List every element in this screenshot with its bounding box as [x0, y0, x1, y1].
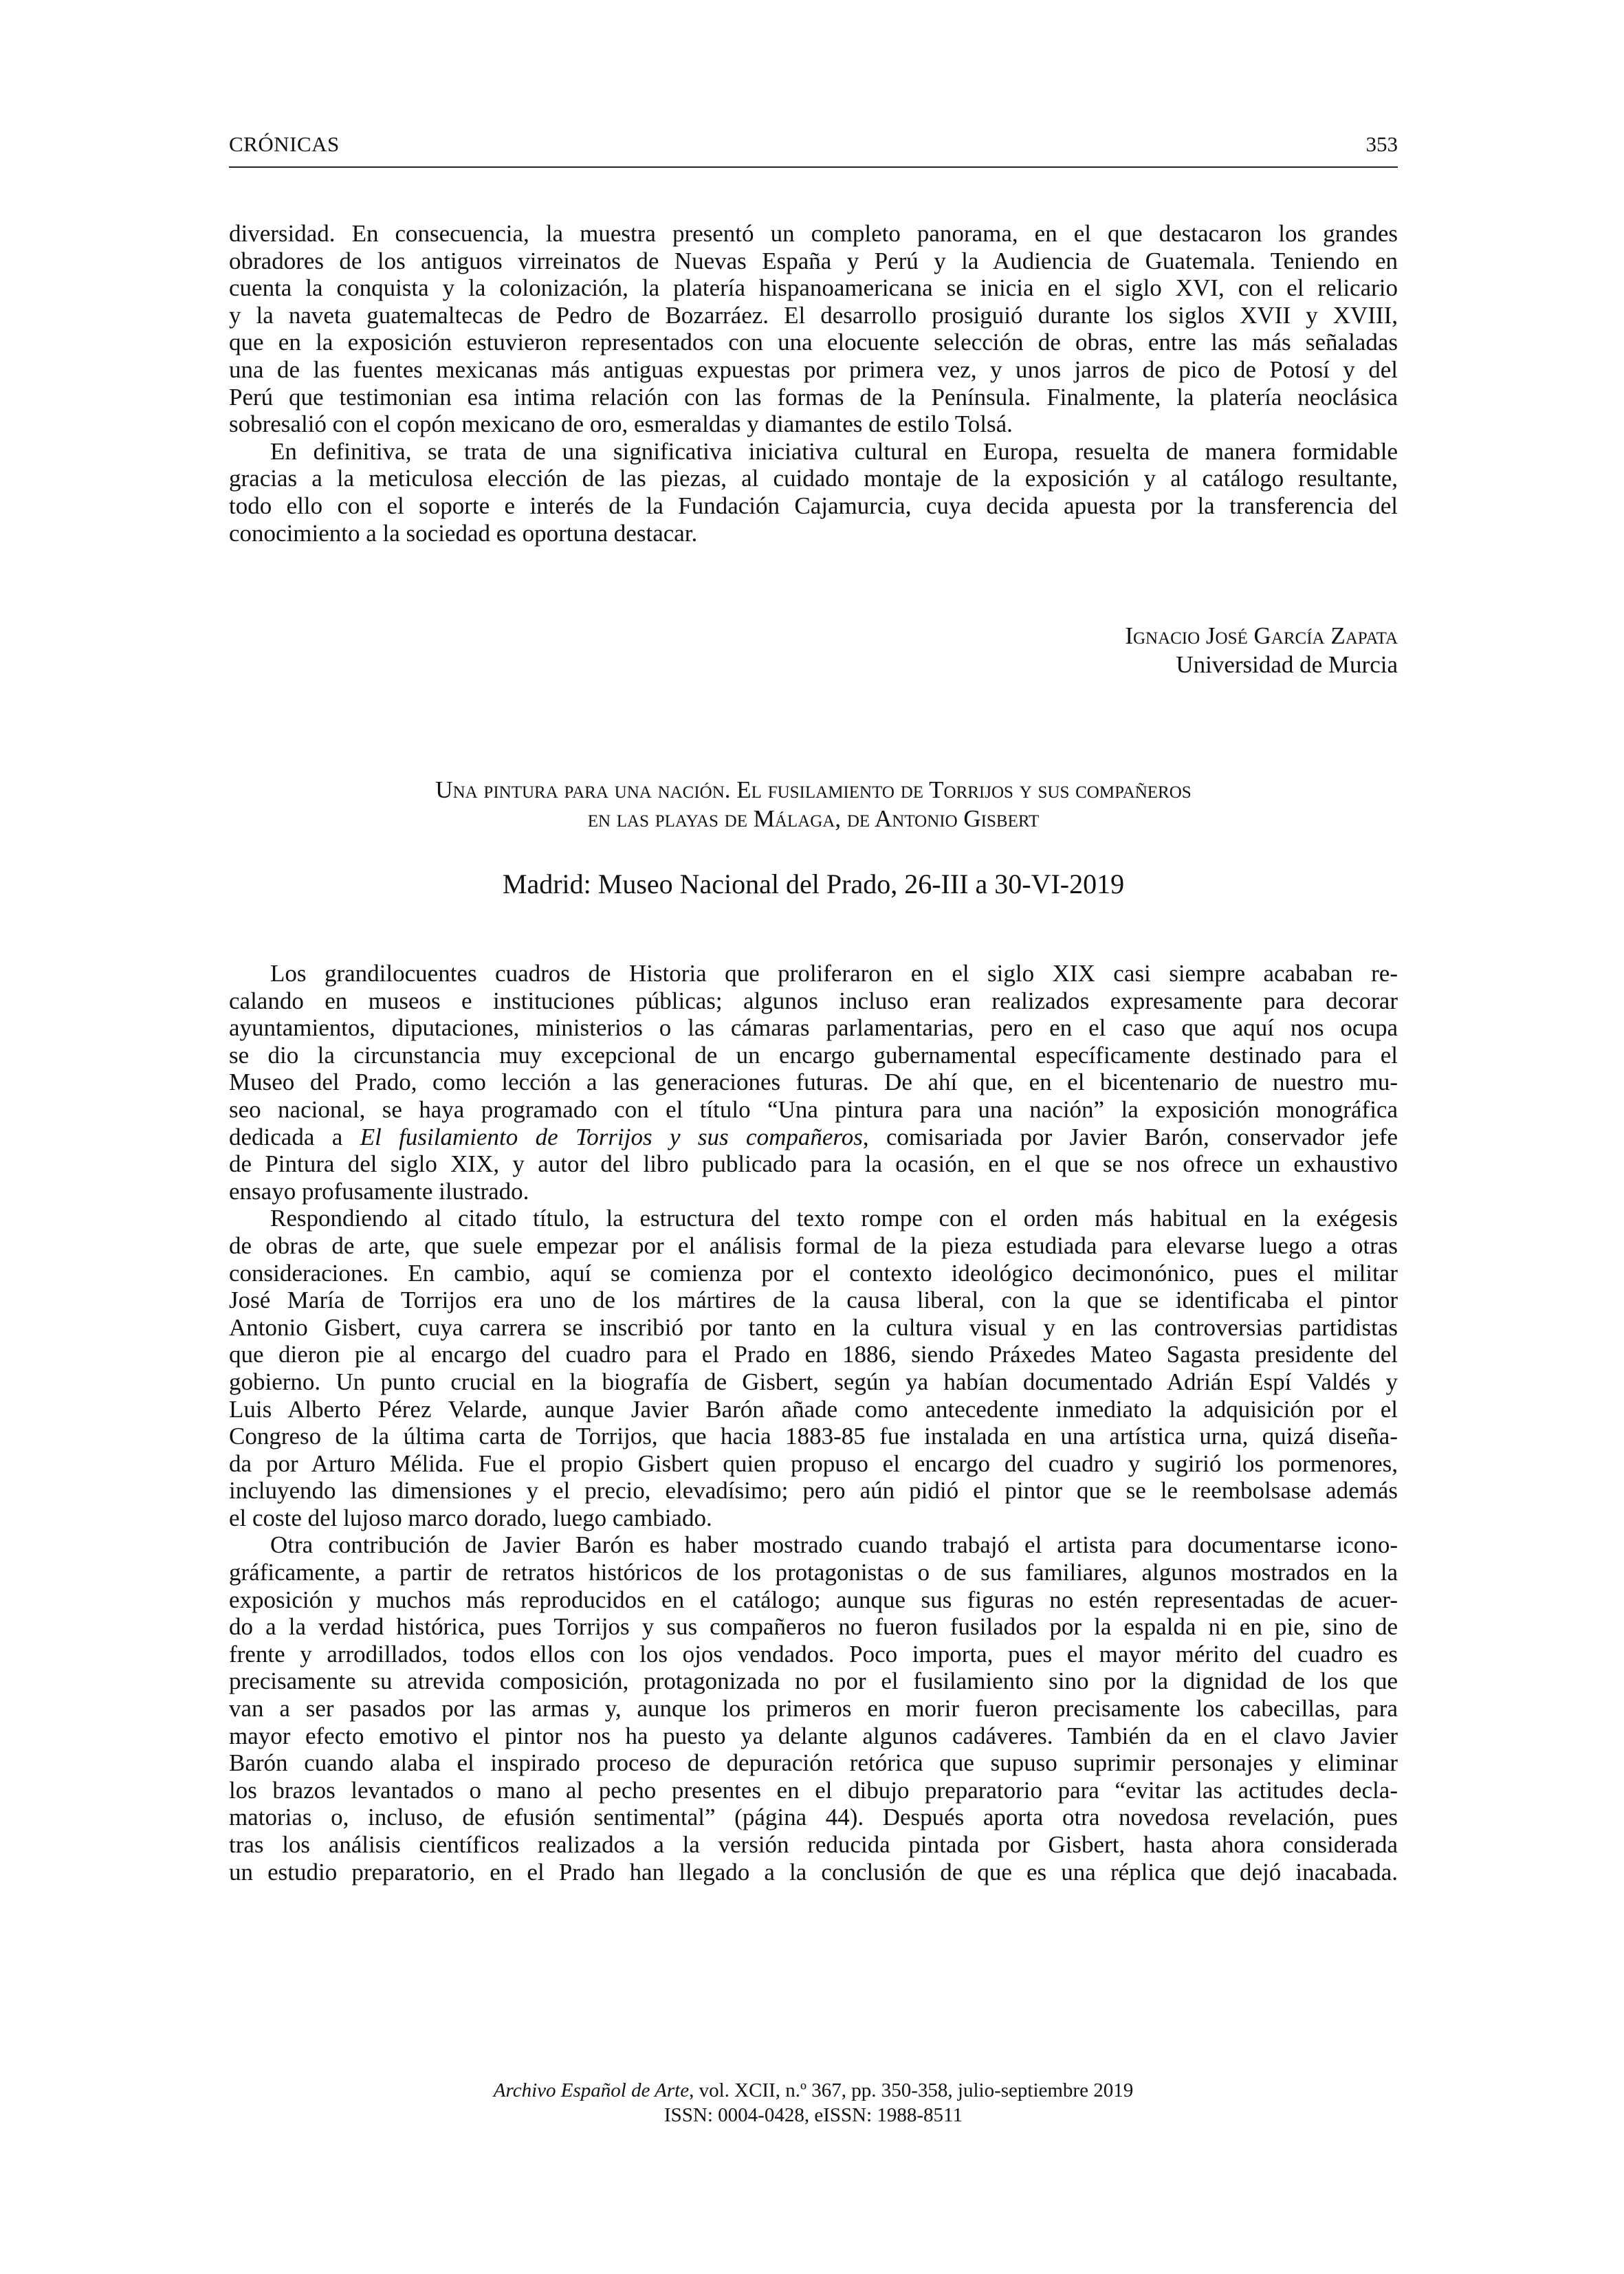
text-line: todo ello con el soporte e interés de la Fundación Cajamurcia, cuya decida apuesta por la transferencia del [229, 492, 1398, 519]
journal-title: Archivo Español de Arte [493, 2079, 690, 2101]
text-line: Congreso de la última carta de Torrijos, que hacia 1883-85 fue instalada en una artística urna, quizá diseña- [229, 1423, 1398, 1450]
text-line: matorias o, incluso, de efusión sentimental” (página 44). Después aporta otra novedosa revelación, pues [229, 1804, 1398, 1831]
text-line: incluyendo las dimensiones y el precio, elevadísimo; pero aún pidió el pintor que se le reembolsase además [229, 1477, 1398, 1505]
text-line: precisamente su atrevida composición, protagonizada no por el fusilamiento sino por la dignidad de los que [229, 1668, 1398, 1695]
text-line: diversidad. En consecuencia, la muestra presentó un completo panorama, en el que destacaron los grandes [229, 220, 1398, 247]
page-number: 353 [1365, 132, 1398, 156]
text-line: ensayo profusamente ilustrado. [229, 1177, 529, 1205]
header-rule [229, 166, 1398, 168]
text-line: que dieron pie al encargo del cuadro para el Prado en 1886, siendo Práxedes Mateo Sagasta presidente del [229, 1341, 1398, 1368]
text-line: tras los análisis científicos realizados a la versión reducida pintada por Gisbert, hasta ahora considerada [229, 1831, 1398, 1858]
text-line: obradores de los antiguos virreinatos de Nuevas España y Perú y la Audiencia de Guatemala. Teniendo en [229, 247, 1398, 274]
review-body [229, 960, 1398, 1885]
text-line: Otra contribución de Javier Barón es haber mostrado cuando trabajó el artista para documentarse icono- [270, 1531, 1398, 1559]
artwork-title: El fusilamiento de Torrijos y sus compañeros [360, 1123, 863, 1150]
issn-line: ISSN: 0004-0428, eISSN: 1988-8511 [664, 2104, 963, 2126]
review-title-line: en las playas de Málaga, de Antonio Gisbert [587, 805, 1040, 832]
text-line: consideraciones. En cambio, aquí se comienza por el contexto ideológico decimonónico, pues el militar [229, 1259, 1398, 1287]
author-signature [1125, 622, 1398, 679]
review-title-line: Una pintura para una nación. El fusilamiento de Torrijos y sus compañeros [435, 776, 1192, 803]
text-line: una de las fuentes mexicanas más antiguas expuestas por primera vez, y unos jarros de pico de Potosí y del [229, 356, 1398, 383]
text-line: de obras de arte, que suele empezar por el análisis formal de la pieza estudiada para elevarse luego a otras [229, 1232, 1398, 1259]
text-line: frente y arrodillados, todos ellos con los ojos vendados. Poco importa, pues el mayor mérito del cuadro es [229, 1640, 1398, 1668]
text-line: Respondiendo al citado título, la estructura del texto rompe con el orden más habitual en la exégesis [270, 1205, 1398, 1232]
text-line: de Pintura del siglo XIX, y autor del libro publicado para la ocasión, en el que se nos ofrece un exhaustivo [229, 1150, 1398, 1178]
text-line: un estudio preparatorio, en el Prado han llegado a la conclusión de que es una réplica que dejó inacabada. [229, 1858, 1398, 1885]
paragraph [229, 220, 1398, 438]
exhibition-venue: Madrid: Museo Nacional del Prado, 26-III a 30-VI-2019 [502, 868, 1125, 899]
text-line: ayuntamientos, diputaciones, ministerios o las cámaras parlamentarias, pero en el caso que aquí nos ocupa [229, 1014, 1398, 1042]
citation-line [229, 2078, 1398, 2103]
text-line: exposición y muchos más reproducidos en el catálogo; aunque sus figuras no estén representadas de acuer- [229, 1586, 1398, 1613]
text-line: En definitiva, se trata de una significativa iniciativa cultural en Europa, resuelta de manera formidable [270, 437, 1398, 465]
review-title [229, 776, 1398, 833]
text-line: do a la verdad histórica, pues Torrijos y sus compañeros no fueron fusilados por la espalda ni en pie, sino de [229, 1613, 1398, 1641]
text-line: mayor efecto emotivo el pintor nos ha puesto ya delante algunos cadáveres. También da en el clavo Javier [229, 1722, 1398, 1749]
author-affiliation: Universidad de Murcia [1176, 651, 1398, 678]
text-line: y la naveta guatemaltecas de Pedro de Bozarráez. El desarrollo prosiguió durante los siglos XVII y XVIII, [229, 301, 1398, 329]
text-line: van a ser pasados por las armas y, aunque los primeros en morir fueron precisamente los cabecillas, para [229, 1695, 1398, 1723]
text-line: gobierno. Un punto crucial en la biografía de Gisbert, según ya habían documentado Adrián Espí Valdés y [229, 1368, 1398, 1395]
text-fragment: , comisariada por Javier Barón, conservador jefe [862, 1123, 1398, 1150]
text-line: Barón cuando alaba el inspirado proceso de depuración retórica que supuso suprimir personajes y eliminar [229, 1749, 1398, 1777]
paragraph [229, 960, 1398, 1205]
text-line: Antonio Gisbert, cuya carrera se inscribió por tanto en la cultura visual y en las controversias partidistas [229, 1313, 1398, 1341]
text-line: que en la exposición estuvieron representados con una elocuente selección de obras, entre las más señaladas [229, 329, 1398, 356]
text-line: conocimiento a la sociedad es oportuna destacar. [229, 519, 698, 547]
text-line: calando en museos e instituciones públicas; algunos incluso eran realizados expresamente para decorar [229, 987, 1398, 1014]
text-line: seo nacional, se haya programado con el título “Una pintura para una nación” la exposición monográfica [229, 1095, 1398, 1123]
text-line: da por Arturo Mélida. Fue el propio Gisbert quien propuso el encargo del cuadro y sugirió los pormenores, [229, 1450, 1398, 1477]
citation-details: , vol. XCII, n.º 367, pp. 350-358, julio-septiembre 2019 [689, 2079, 1134, 2101]
text-line: Luis Alberto Pérez Velarde, aunque Javier Barón añade como antecedente inmediato la adquisición por el [229, 1395, 1398, 1423]
text-line: se dio la circunstancia muy excepcional de un encargo gubernamental específicamente destinado para el [229, 1041, 1398, 1069]
previous-review-text [229, 220, 1398, 547]
text-line: José María de Torrijos era uno de los mártires de la causa liberal, con la que se identificaba el pintor [229, 1287, 1398, 1314]
text-line: gracias a la meticulosa elección de las piezas, al cuidado montaje de la exposición y al catálogo resultante, [229, 465, 1398, 492]
text-line: Los grandilocuentes cuadros de Historia que proliferaron en el siglo XIX casi siempre acababan re- [270, 960, 1398, 987]
section-name: CRÓNICAS [229, 132, 340, 156]
text-line: gráficamente, a partir de retratos históricos de los protagonistas o de sus familiares, algunos mostrados en la [229, 1559, 1398, 1586]
text-line: sobresalió con el copón mexicano de oro, esmeraldas y diamantes de estilo Tolsá. [229, 411, 1013, 438]
text-line: Museo del Prado, como lección a las generaciones futuras. De ahí que, en el bicentenario de nuestro mu- [229, 1069, 1398, 1096]
running-head [229, 132, 1398, 161]
paragraph [229, 1531, 1398, 1885]
journal-footer [229, 2078, 1398, 2128]
text-line: los brazos levantados o mano al pecho presentes en el dibujo preparatorio para “evitar las actitudes decla- [229, 1776, 1398, 1804]
text-line: cuenta la conquista y la colonización, la platería hispanoamericana se inicia en el siglo XVI, con el relicario [229, 274, 1398, 302]
author-name: Ignacio José García Zapata [1125, 622, 1398, 649]
text-line [229, 1124, 1398, 1151]
paragraph [229, 1205, 1398, 1531]
text-line: Perú que testimonian esa intima relación con las formas de la Península. Finalmente, la platería neoclásica [229, 383, 1398, 411]
text-line: el coste del lujoso marco dorado, luego cambiado. [229, 1504, 712, 1531]
paragraph [229, 438, 1398, 547]
text-fragment: dedicada a [229, 1123, 360, 1150]
